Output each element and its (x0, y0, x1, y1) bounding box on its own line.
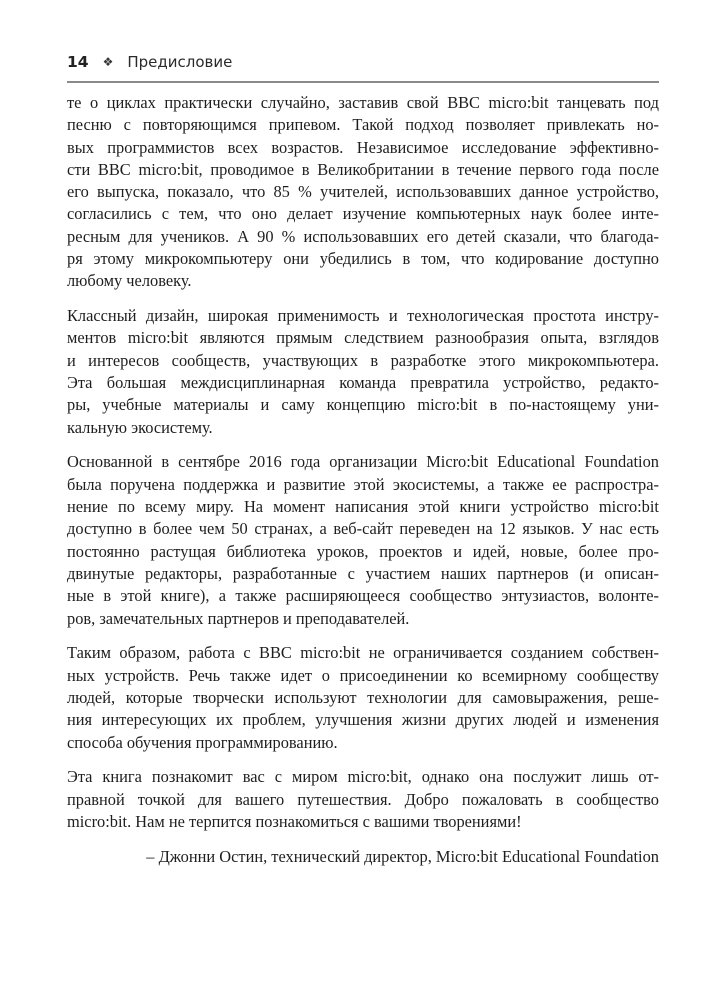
text-line: кальную экосистему. (67, 417, 213, 437)
text-line: любому человеку. (67, 271, 192, 291)
text-line: и интересов сообществ, участвующих в разработке этого микрокомпьютера. (67, 350, 659, 370)
text-line: согласились с тем, что оно делает изучение компьютерных наук более инте- (67, 204, 659, 224)
page-number: 14 (67, 53, 89, 71)
text-line: ров, замечательных партнеров и преподавателей. (67, 608, 410, 628)
text-line: Таким образом, работа с BBC micro:bit не ограничивается созданием собствен- (67, 643, 659, 663)
text-line: ные в этой книге), а также расширяющееся сообщество энтузиастов, волонте- (67, 586, 659, 606)
text-line: людей, которые творчески используют технологии для самовыражения, реше- (67, 687, 659, 707)
paragraph-1 (67, 92, 659, 293)
text-line: ресным для учеников. А 90 % использовавших его детей сказали, что благода- (67, 226, 659, 246)
text-line: те о циклах практически случайно, заставив свой BBC micro:bit танцевать под (67, 93, 659, 112)
text-line: нение по всему миру. На момент написания этой книги устройство micro:bit (67, 497, 659, 517)
running-header (67, 50, 659, 74)
text-line: была поручена поддержка и развитие этой экосистемы, а также ее распростра- (67, 474, 659, 494)
section-title: Предисловие (127, 53, 233, 71)
text-line: способа обучения программированию. (67, 732, 338, 752)
text-line: ры, учебные материалы и саму концепцию micro:bit в по-настоящему уни- (67, 395, 659, 415)
text-line: ментов micro:bit являются прямым следствием разнообразия опыта, взглядов (67, 328, 659, 348)
text-line: двинутые редакторы, разработанные с участием наших партнеров (и описан- (67, 563, 659, 583)
text-line: сти BBC micro:bit, проводимое в Великобритании в течение первого года после (67, 159, 659, 179)
text-line: Эта книга познакомит вас с миром micro:bit, однако она послужит лишь от- (67, 767, 659, 787)
text-line: ря этому микрокомпьютеру они убедились в том, что кодирование доступно (67, 249, 659, 269)
signature: – Джонни Остин, технический директор, Micro:bit Educational Foundation (146, 846, 659, 866)
text-line: ных устройств. Речь также идет о присоединении ко всемирному сообществу (67, 665, 659, 685)
body-text (67, 92, 659, 868)
text-line: Классный дизайн, широкая применимость и технологическая простота инстру- (67, 306, 659, 326)
text-line: правной точкой для вашего путешествия. Добро пожаловать в сообщество (67, 789, 659, 809)
paragraph-3 (67, 451, 659, 629)
text-line: его выпуска, показало, что 85 % учителей, использовавших данное устройство, (67, 182, 659, 202)
text-line: micro:bit. Нам не терпится познакомиться с вашими творениями! (67, 811, 522, 831)
text-line: Эта большая междисциплинарная команда превратила устройство, редакто- (67, 373, 659, 393)
paragraph-5 (67, 766, 659, 833)
text-line: Основанной в сентябре 2016 года организации Micro:bit Educational Foundation (67, 452, 659, 472)
text-line: песню с повторяющимся припевом. Такой подход позволяет привлекать но- (67, 115, 659, 135)
paragraph-4 (67, 642, 659, 753)
text-line: постоянно растущая библиотека уроков, проектов и идей, новые, более про- (67, 541, 659, 561)
paragraph-2 (67, 305, 659, 439)
header-rule (67, 81, 659, 83)
ornament-icon: ❖ (102, 55, 114, 69)
text-line: доступно в более чем 50 странах, а веб-сайт переведен на 12 языков. У нас есть (67, 519, 659, 539)
text-line: ния интересующих их проблем, улучшения жизни других людей и изменения (67, 710, 659, 730)
text-line: вых программистов всех возрастов. Независимое исследование эффективно- (67, 137, 659, 157)
